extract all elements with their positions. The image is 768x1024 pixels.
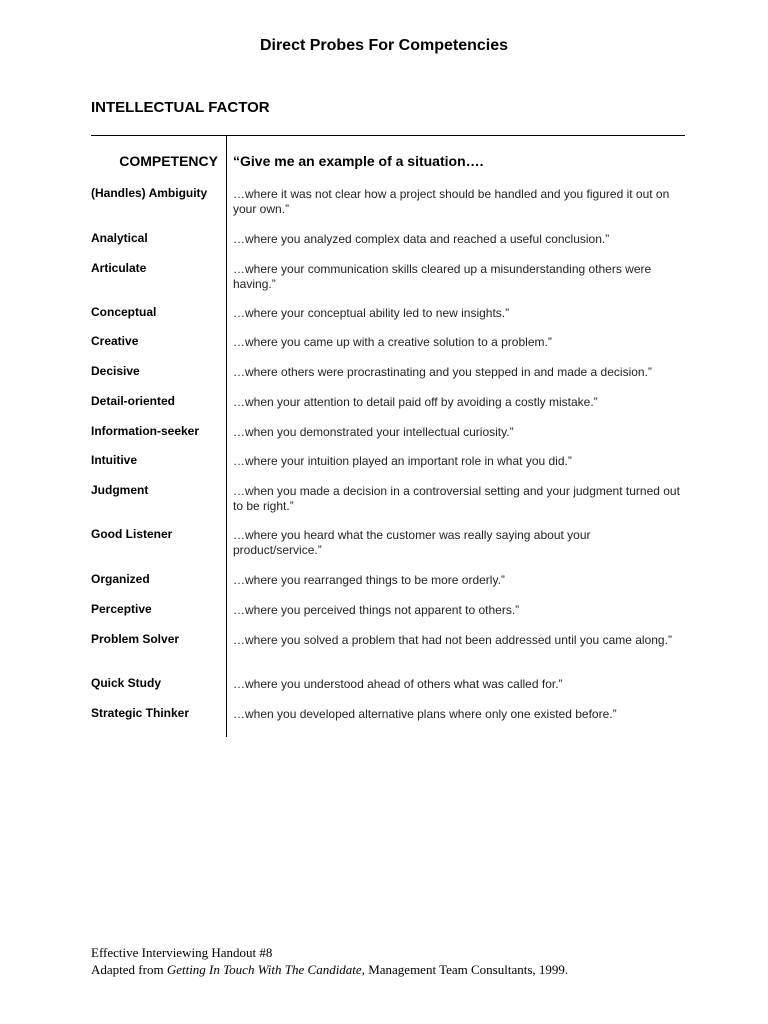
competency-name: Analytical	[91, 231, 148, 245]
probe-text: …where you perceived things not apparent to others.”	[233, 603, 520, 617]
competency-name: Articulate	[91, 261, 147, 275]
competency-name: Perceptive	[91, 602, 152, 616]
probe-text: …where it was not clear how a project should be handled and you figured it out on your own.”	[233, 187, 670, 216]
probe-text: …where your intuition played an important role in what you did.”	[233, 454, 572, 468]
footer-handout-line: Effective Interviewing Handout #8	[91, 945, 273, 960]
footer-prefix: Adapted from	[91, 962, 167, 977]
footer-book-title: Getting In Touch With The Candidate	[166, 962, 362, 977]
probe-text: …where you heard what the customer was really saying about your product/service.”	[233, 528, 591, 557]
probe-text: …when you developed alternative plans where only one existed before.”	[233, 707, 617, 721]
probe-text: …where you came up with a creative solution to a problem.”	[233, 335, 552, 349]
probe-text: …when you demonstrated your intellectual curiosity.”	[233, 425, 514, 439]
competency-name: Judgment	[91, 483, 149, 497]
probe-text: …where you analyzed complex data and reached a useful conclusion.”	[233, 232, 610, 246]
competency-name: (Handles) Ambiguity	[91, 186, 208, 200]
competency-name: Conceptual	[91, 305, 157, 319]
footer-suffix: , Management Team Consultants, 1999.	[361, 962, 569, 977]
probe-text: …when you made a decision in a controversial setting and your judgment turned out to be right.”	[233, 484, 680, 513]
competency-name: Decisive	[91, 364, 140, 378]
probe-text: …where you understood ahead of others what was called for.”	[233, 677, 563, 691]
probe-text: …where you solved a problem that had not been addressed until you came along.”	[233, 633, 672, 647]
probe-text: …where others were procrastinating and you stepped in and made a decision.”	[233, 365, 652, 379]
page-title: Direct Probes For Competencies	[259, 37, 509, 54]
competency-name: Problem Solver	[91, 632, 180, 646]
competency-name: Strategic Thinker	[91, 706, 190, 720]
competency-name: Good Listener	[91, 527, 173, 541]
probe-text: …when your attention to detail paid off by avoiding a costly mistake.”	[233, 395, 598, 409]
competency-name: Information-seeker	[91, 424, 200, 438]
competency-name: Quick Study	[91, 676, 162, 690]
probe-text: …where your communication skills cleared up a misunderstanding others were having.”	[233, 262, 652, 291]
prompt-column-header: “Give me an example of a situation….	[233, 153, 484, 169]
competency-column-header: COMPETENCY	[119, 153, 218, 169]
competency-name: Organized	[91, 572, 150, 586]
competency-name: Creative	[91, 334, 139, 348]
footer-citation	[91, 944, 568, 978]
probe-text: …where your conceptual ability led to new insights.”	[233, 306, 510, 320]
footer-source-line	[91, 961, 568, 978]
competency-name: Intuitive	[91, 453, 138, 467]
section-heading: INTELLECTUAL FACTOR	[91, 99, 270, 116]
probe-text: …where you rearranged things to be more orderly.”	[233, 573, 505, 587]
competency-name: Detail-oriented	[91, 394, 176, 408]
